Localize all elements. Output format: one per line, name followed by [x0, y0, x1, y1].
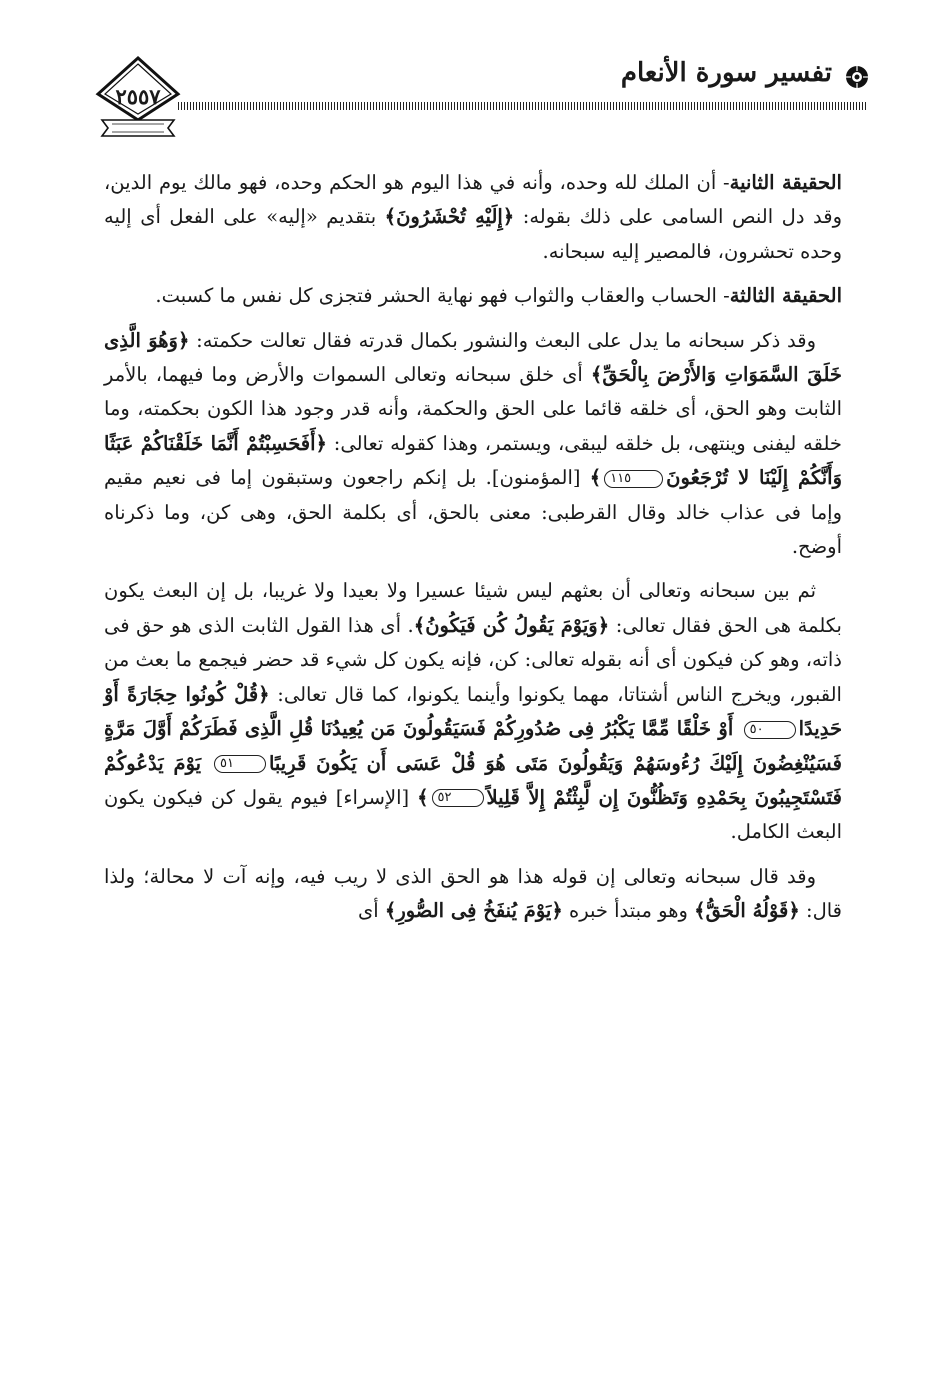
ayah-number: ٥٢ — [432, 789, 484, 807]
page-number-badge — [88, 50, 188, 142]
body-text: [الإسراء] فيوم يقول كن فيكون يكون البعث الكامل. — [104, 785, 842, 844]
quran-verse: يَوْمَ يَدْعُوكُمْ فَتَسْتَجِيبُونَ بِحَمْدِهِ وَتَظُنُّونَ إِن لَّبِثْتُمْ إِلاَّ قَلِيلاً — [104, 751, 842, 809]
quran-verse: ﴿وَيَوْمَ يَقُولُ كُن فَيَكُونُ﴾ — [413, 613, 610, 637]
flower-ornament-icon — [844, 64, 870, 90]
body-text: - الحساب والعقاب والثواب فهو نهاية الحشر فتجزى كل نفس ما كسبت. — [155, 284, 730, 308]
quran-verse: ﴿قُلْ كُونُوا حِجَارَةً أَوْ حَدِيدًا — [104, 682, 842, 741]
page-header — [88, 50, 872, 145]
ayah-number: ١١٥ — [604, 470, 663, 488]
tafsir-body-text — [104, 166, 842, 939]
paragraph — [104, 279, 842, 313]
paragraph — [104, 860, 842, 929]
body-text: بتقديم «إليه» على الفعل أى إليه وحده تحشرون، فالمصير إليه سبحانه. — [104, 205, 842, 263]
ayah-number: ٥١ — [214, 755, 266, 773]
body-text: وقد قال سبحانه وتعالى إن قوله هذا هو الحق الذى لا ريب فيه، وإنه آت لا محالة؛ ولذا قال: — [104, 864, 842, 923]
body-text: وقد ذكر سبحانه ما يدل على البعث والنشور بكمال قدرته فقال تعالت حكمته: — [189, 328, 816, 352]
body-text: - أن الملك لله وحده، وأنه في هذا اليوم هو الحكم وحده، فهو مالك يوم الدين، وقد دل النص السامى على ذلك بقوله: — [104, 171, 842, 229]
ayah-number: ٥٠ — [744, 721, 796, 739]
paragraph — [104, 574, 842, 849]
paragraph — [104, 324, 842, 565]
body-text: [المؤمنون]. بل إنكم راجعون وستبقون إما فى نعيم مقيم وإما فى عذاب خالد وقال القرطبى: معنى بالحق، أى بكلمة الحق، وهى كن، وما ذكرناه أوضح. — [104, 466, 842, 559]
section-heading: الحقيقة الثالثة — [729, 284, 842, 308]
quran-verse: ﴿وَهُوَ الَّذِى خَلَقَ السَّمَوَاتِ وَالأَرْضَ بِالْحَقِّ﴾ — [104, 328, 842, 387]
header-title: تفسير سورة الأنعام — [620, 58, 832, 88]
section-heading: الحقيقة الثانية — [729, 171, 842, 194]
paragraph — [104, 166, 842, 269]
body-text: أى خلق سبحانه وتعالى السموات والأرض وما فيهما، بالأمر الثابت وهو الحق، أى خلقه قائما على الحق والحكمة، وأنه قدر وجود هذا الكون بحكمته، وما خلقه ليفنى وينتهى، بل خلقه ليبقى، ويستمر، وهذا كقوله تعالى: — [104, 363, 842, 455]
quran-verse: ﴿أَفَحَسِبْتُمْ أَنَّمَا خَلَقْنَاكُمْ عَبَثًا وَأَنَّكُمْ إِلَيْنَا لا تُرْجَعُونَ — [104, 431, 842, 490]
body-text: ثم بين سبحانه وتعالى أن بعثهم ليس شيئا عسيرا ولا بعيدا ولا غريبا، بل إن البعث يكون بكلمة هى الحق فقال تعالى: — [104, 579, 842, 637]
body-text: وهو مبتدأ خبره — [562, 899, 695, 923]
quran-verse: أَوْ خَلْقًا مِّمَّا يَكْبُرُ فِى صُدُورِكُمْ فَسَيَقُولُونَ مَن يُعِيدُنَا قُلِ الَّذِى فَطَرَكُمْ أَوَّلَ مَرَّةٍ فَسَيُنْغِضُونَ إِلَيْكَ رُءُوسَهُمْ وَيَقُولُونَ مَتَى هُوَ قُلْ عَسَى أَن يَكُونَ قَرِيبًا — [104, 717, 842, 775]
quran-verse: ﴾ — [589, 466, 602, 490]
quran-verse: ﴾ — [417, 785, 429, 809]
header-rule — [178, 102, 868, 110]
quran-verse: ﴿قَوْلُهُ الْحَقُّ﴾ — [694, 899, 800, 923]
quran-verse: ﴿إِلَيْهِ تُحْشَرُونَ﴾ — [384, 205, 515, 229]
body-text: أى — [358, 899, 385, 923]
body-text: . أى هذا القول الثابت الذى هو حق فى ذاته، وهو كن فيكون أى أنه بقوله تعالى: كن، فإنه يكون كل شيء قد حضر فيجمع ما بعث من القبور، ويخرج الناس أشتاتا، مهما يكونوا وأينما يكونوا، كما قال تعالى: — [104, 613, 842, 706]
quran-verse: ﴿يَوْمَ يُنفَخُ فِى الصُّورِ﴾ — [384, 899, 563, 923]
page-number: ٢٥٥٧ — [115, 84, 161, 109]
